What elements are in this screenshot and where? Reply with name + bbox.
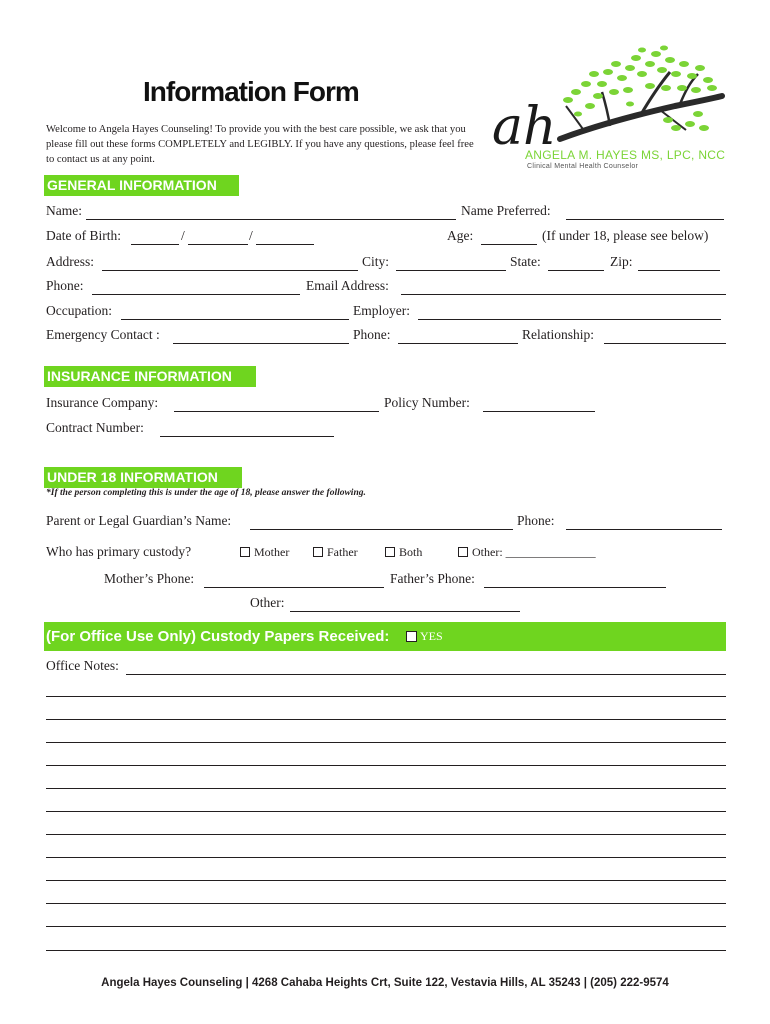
row-emergency [46,327,726,347]
emergency-contact-field[interactable] [173,343,349,344]
row-custody [46,544,726,564]
address-label: Address: [46,254,94,269]
other-option-label: Other: _______________ [472,545,596,559]
logo-initials: ah [492,97,557,157]
notes-line[interactable] [46,950,726,951]
emergency-contact-label: Emergency Contact : [46,327,160,342]
dob-label: Date of Birth: [46,228,121,243]
insurance-company-label: Insurance Company: [46,395,159,410]
row-occupation [46,303,726,323]
mother-option-label: Mother [254,545,290,559]
city-label: City: [362,254,390,269]
insurance-info-heading: INSURANCE INFORMATION [44,366,256,387]
employer-field[interactable] [418,319,721,320]
other-label: Other: [250,595,285,610]
name-field[interactable] [86,219,456,220]
notes-line[interactable] [46,834,726,835]
office-notes-field[interactable] [126,674,726,675]
father-phone-label: Father’s Phone: [390,571,475,586]
policy-number-label: Policy Number: [384,395,470,410]
row-name [46,203,726,223]
general-info-heading: GENERAL INFORMATION [44,175,239,196]
address-field[interactable] [102,270,358,271]
guardian-name-field[interactable] [250,529,513,530]
insurance-company-field[interactable] [174,411,379,412]
zip-label: Zip: [610,254,633,269]
phone-field[interactable] [92,294,300,295]
row-other [46,595,726,615]
employer-label: Employer: [353,303,410,318]
row-parent-phones [46,571,726,591]
father-checkbox[interactable] [313,547,323,557]
state-field[interactable] [548,270,604,271]
mother-checkbox[interactable] [240,547,250,557]
occupation-field[interactable] [121,319,349,320]
email-label: Email Address: [306,278,389,293]
other-checkbox[interactable] [458,547,468,557]
office-notes-label: Office Notes: [46,658,119,673]
guardian-name-label: Parent or Legal Guardian’s Name: [46,513,232,528]
age-label: Age: [447,228,474,243]
intro-text: Welcome to Angela Hayes Counseling! To provide you with the best care possible, we ask that you please fill out these forms COMPLETELY and LEGIBLY. If you have any questions, please feel free to contact us at any point. [46,124,474,166]
form-title: Information Form [143,76,359,107]
office-use-bar [44,622,726,651]
notes-line[interactable] [46,788,726,789]
notes-line[interactable] [46,880,726,881]
notes-line[interactable] [46,857,726,858]
age-note: (If under 18, please see below) [542,228,709,243]
row-address [46,254,726,274]
age-field[interactable] [481,244,537,245]
name-label: Name: [46,203,82,218]
under18-note: *If the person completing this is under the age of 18, please answer the following. [46,488,366,498]
notes-line[interactable] [46,719,726,720]
dob-month-field[interactable] [131,244,179,245]
under18-heading: UNDER 18 INFORMATION [44,467,242,488]
custody-papers-checkbox[interactable] [406,631,417,642]
occupation-label: Occupation: [46,303,112,318]
logo-subtitle: Clinical Mental Health Counselor [527,163,639,170]
row-office-notes [46,658,726,678]
father-phone-field[interactable] [484,587,666,588]
policy-number-field[interactable] [483,411,595,412]
name-preferred-field[interactable] [566,219,724,220]
row-dob [46,228,726,248]
emergency-phone-label: Phone: [353,327,391,342]
contract-number-label: Contract Number: [46,420,144,435]
logo-name: ANGELA M. HAYES MS, LPC, NCC [525,148,726,162]
custody-label: Who has primary custody? [46,544,192,559]
contract-number-field[interactable] [160,436,334,437]
row-phone [46,278,726,298]
father-option-label: Father [327,545,358,559]
name-preferred-label: Name Preferred: [461,203,551,218]
mother-phone-field[interactable] [204,587,384,588]
zip-field[interactable] [638,270,720,271]
footer-contact: Angela Hayes Counseling | 4268 Cahaba Heights Crt, Suite 122, Vestavia Hills, AL 35243 | (205) 222-9574 [101,977,669,989]
both-option-label: Both [399,545,423,559]
guardian-phone-field[interactable] [566,529,722,530]
row-contract [46,420,726,440]
notes-line[interactable] [46,696,726,697]
notes-line[interactable] [46,811,726,812]
dob-year-field[interactable] [256,244,314,245]
dob-slash: / [181,228,185,243]
dob-day-field[interactable] [188,244,248,245]
row-guardian [46,513,726,533]
state-label: State: [510,254,541,269]
email-field[interactable] [401,294,726,295]
phone-label: Phone: [46,278,84,293]
notes-line[interactable] [46,903,726,904]
relationship-field[interactable] [604,343,726,344]
row-insurance [46,395,726,415]
emergency-phone-field[interactable] [398,343,518,344]
mother-phone-label: Mother’s Phone: [104,571,195,586]
notes-line[interactable] [46,765,726,766]
office-use-heading: (For Office Use Only) Custody Papers Received: [46,628,390,645]
notes-line[interactable] [46,742,726,743]
both-checkbox[interactable] [385,547,395,557]
relationship-label: Relationship: [522,327,594,342]
other-field[interactable] [290,611,520,612]
city-field[interactable] [396,270,506,271]
custody-papers-yes-label: YES [420,629,443,643]
notes-line[interactable] [46,926,726,927]
dob-slash: / [249,228,253,243]
guardian-phone-label: Phone: [517,513,555,528]
